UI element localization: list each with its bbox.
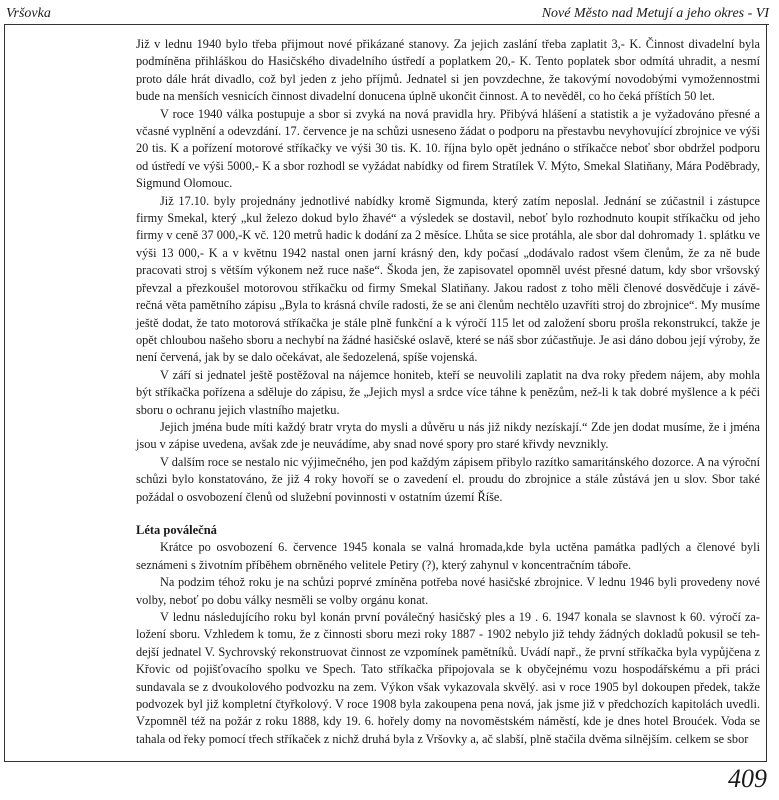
paragraph: V dalším roce se nestalo nic výjimečného, jen pod každým zápisem přibylo razítko samaritánského dozorce. A na výroční schůzi bylo konstatováno, že již 4 roky hovoří se o zavedení el. proudu do zbrojnice a stále zůstává jen u slov. Sbor také požádal o osvobození členů od služební povinnosti v ostatním území Říše. [136, 454, 760, 504]
paragraph: Krátce po osvobození 6. července 1945 konala se valná hromada,kde byla uctěna památka padlých a členové byli seznámeni s životním příběhem obrněného velitele Petiry (?), který zahynul v koncentračním táboře. [136, 540, 760, 572]
running-head [6, 6, 769, 26]
running-head-left: Vršovka [6, 6, 51, 21]
section-heading: Léta poválečná [136, 522, 217, 537]
paragraph: V lednu následujícího roku byl konán první poválečný hasičský ples a 19 . 6. 1947 konala se slavnost k 60. výročí založení sboru. Vzhledem k tomu, že z činnosti sboru mezi roky 1887 - 1902 nebylo již tehdy žádných dokladů pokusil se tehdejší jednatel V. Sychrovský rekonstruovat činnost ze vzpomínek pamětníků. Uvádí např., že první stříkačka byla vypůjčena z Křovic od pojišťovacího spolku ve Spech. Tato stříkačka připojovala se k obyčejnému vozu hospodářskému a při práci sundavala se z dvoukolového podvozku na zem. Výkon však vykazovala skvělý. asi v roce 1905 byl dokoupen předek, takže podvozek byl již kompletní čtyřkolový. V roce 1908 byla zakoupena pena nová, jak jsme již v předchozích kapitolách uvedli. Vzpomněl též na požár z roku 1888, kdy 19. 6. hořely domy na novoměstském náměstí, kde je dnes hotel Broućek. Voda se tahala od řeky pomocí třech stříkaček z nichž druhá byla z Vršovky a, ač slabší, plně stačila dvěma silnějším. celkem se sbor [136, 610, 760, 746]
paragraph: V září si jednatel ještě postěžoval na nájemce honiteb, kteří se neuvolili zaplatit na dva roky předem nájem, aby mohla být stříkačka pořízena a sděluje do zápisu, že „Jejich mysl a srdce více táhne k penězům, než-li k tak dobré myšlence a k péči sboru o ochranu jejich vlastního majetku. [136, 367, 760, 417]
page-number: 409 [728, 764, 767, 793]
paragraph: Již 17.10. byly projednány jednotlivé nabídky kromě Sigmunda, který zatím neposlal. Jednání se zúčastnil i zástupce firmy Smekal, který „kul železo dokud bylo žhavé“ a výsledek se dostavil, neboť bylo rozhodnuto koupit stříkačku od jeho firmy v ceně 37 000,-K vč. 120 metrů hadic k dodání za 2 měsíce. Lhůta se sice protáhla, ale sbor dal dohromady 1. splátku ve výši 13 000,- K a v květnu 1942 nastal onen jarní krásný den, kdy počasí „dodávalo radost všem členům, že za ně bude pracovati stroj s větším výkonem než ruce naše“. Škoda jen, že zapisovatel opomněl uvést přesné datum, kdy sbor vršovský převzal a přezkoušel motorovou stříkačku od firmy Smekal Slatiňany. Jakou radost z toho měli členové dosvědčuje i závěrečná věta pamětního zápisu „Byla to krásná chvíle radosti, že se ani členům nechtělo uzavříti stroj do zbrojnice“. My musíme ještě dodat, že tato motorová stříkačka je stále plně funkční a k výročí 115 let od založení sboru prošla rekonstrukcí, takže je opět chloubou našeho sboru a nechybí na žádné hasičské oslavě, které se náš sbor zúčastňuje. Je asi dáno dobou její výroby, že není červená, jak by se dalo očekávat, ale šedozelená, spíše vojenská. [136, 193, 760, 365]
paragraph: Již v lednu 1940 bylo třeba přijmout nové přikázané stanovy. Za jejich zaslání třeba zaplatit 3,- K. Činnost divadelní byla podmíněna přihláškou do Hasičského divadelního ústředí a poplatkem 20,- K. Tento poplatek sbor odmítá uhradit, a nesmí proto dále hrát divadlo, což byl jeden z jeho příjmů. Jednatel si jen povzdechne, že takovýmí novodobými vymožennostmi bude na menších vesnicích činnost divadelní donucena úplně ukončit činnost. A to nevěděl, co ho čeká příštích 50 let. [136, 37, 760, 104]
paragraph: Jejich jména bude míti každý bratr vryta do mysli a důvěru u nás již nikdy nezískají.“ Zde jen dodat musíme, že i jména jsou v zápise uvedena, avšak zde je neuvádíme, aby snad nové spory pro staré křivdy nevznikly. [136, 419, 760, 452]
paragraph: Na podzim téhož roku je na schůzi poprvé zmíněna potřeba nové hasičské zbrojnice. V lednu 1946 byli provedeny nové volby, neboť po dobu války nesměli se volby orgánu konat. [136, 575, 760, 607]
body-text [136, 36, 760, 748]
paragraph: V roce 1940 válka postupuje a sbor si zvyká na nová pravidla hry. Přibývá hlášení a statistik a je vyžadováno přesné a včasné vyplnění a odevzdání. 17. července je na schůzi usneseno žádat o podporu na přestavbu nevyhovující zbrojnice ve výši 20 tis. K a pořízení motorové stříkačky ve výši 30 tis. K. 10. října bylo opět jednáno o stříkačce neboť sbor obdržel podporu od ústředí ve výši 5000,- K a sbor rozhodl se vyžádat nabídky od firem Stratílek V. Mýto, Smekal Slatiňany, Mára Poděbrady, Sigmund Olomouc. [136, 106, 760, 191]
running-head-right: Nové Město nad Metují a jeho okres - VI [541, 6, 769, 21]
